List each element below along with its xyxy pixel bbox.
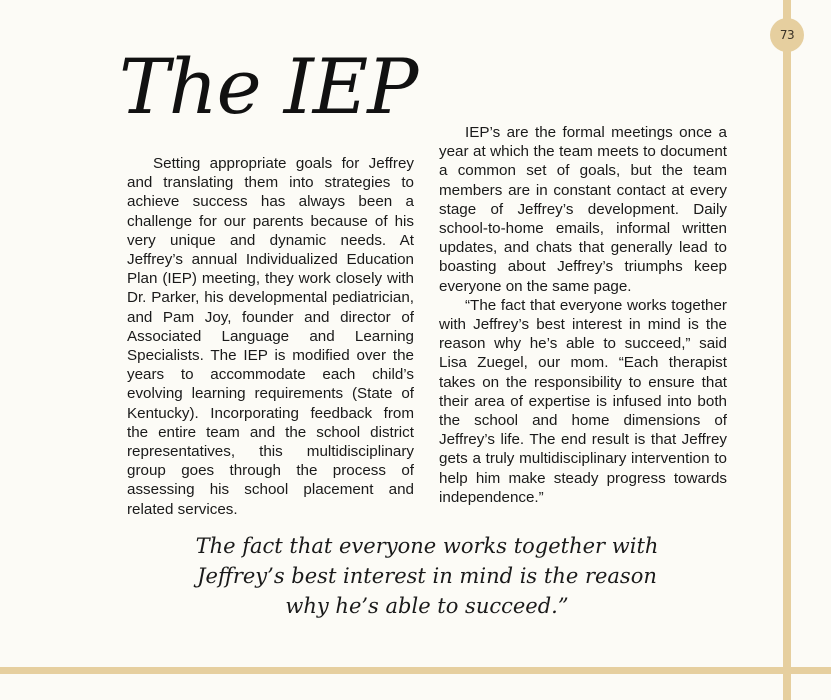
body-paragraph: Setting appropriate goals for Jeffrey and translating them into strategies to achieve success has always been a challenge for our parents because of his very unique and dynamic needs. At Jeffrey’s annual Individualized Education Plan (IEP) meeting, they work closely with Dr. Parker, his developmental pediatrician, and Pam Joy, founder and director of Associated Language and Learning Specialists. The IEP is modified over the years to accommodate each child’s evolving learning requirements (State of Kentucky). Incorporating feedback from the entire team and the school district representatives, this multidisciplinary group goes through the process of assessing his school placement and related services. [127, 155, 414, 518]
pull-quote-line: why he’s able to succeed.” [285, 594, 569, 618]
left-text-column [127, 154, 414, 519]
right-text-column [439, 123, 727, 507]
page-number-badge: 73 [770, 18, 804, 52]
body-paragraph: “The fact that everyone works together with Jeffrey’s best interest in mind is the reason why he’s able to succeed,” said Lisa Zuegel, our mom. “Each therapist takes on the responsibility to ensure that their area of expertise is infused into both the school and home dimensions of Jeffrey’s life. The end result is that Jeffrey gets a truly multidisciplinary intervention to help him make steady progress towards independence.” [439, 296, 727, 506]
pull-quote-line: The fact that everyone works together with [195, 534, 659, 558]
pull-quote [160, 531, 694, 621]
vertical-border-line [783, 0, 791, 700]
body-paragraph: IEP’s are the formal meetings once a year at which the team meets to document a common set of goals, but the team members are in constant contact at every stage of Jeffrey’s development. Daily school-to-home emails, informal written updates, and chats that generally lead to boasting about Jeffrey’s triumphs keep everyone on the same page. [439, 124, 727, 295]
page-title: The IEP [119, 42, 418, 131]
horizontal-border-line [0, 667, 831, 674]
pull-quote-line: Jeffrey’s best interest in mind is the reason [197, 564, 657, 588]
